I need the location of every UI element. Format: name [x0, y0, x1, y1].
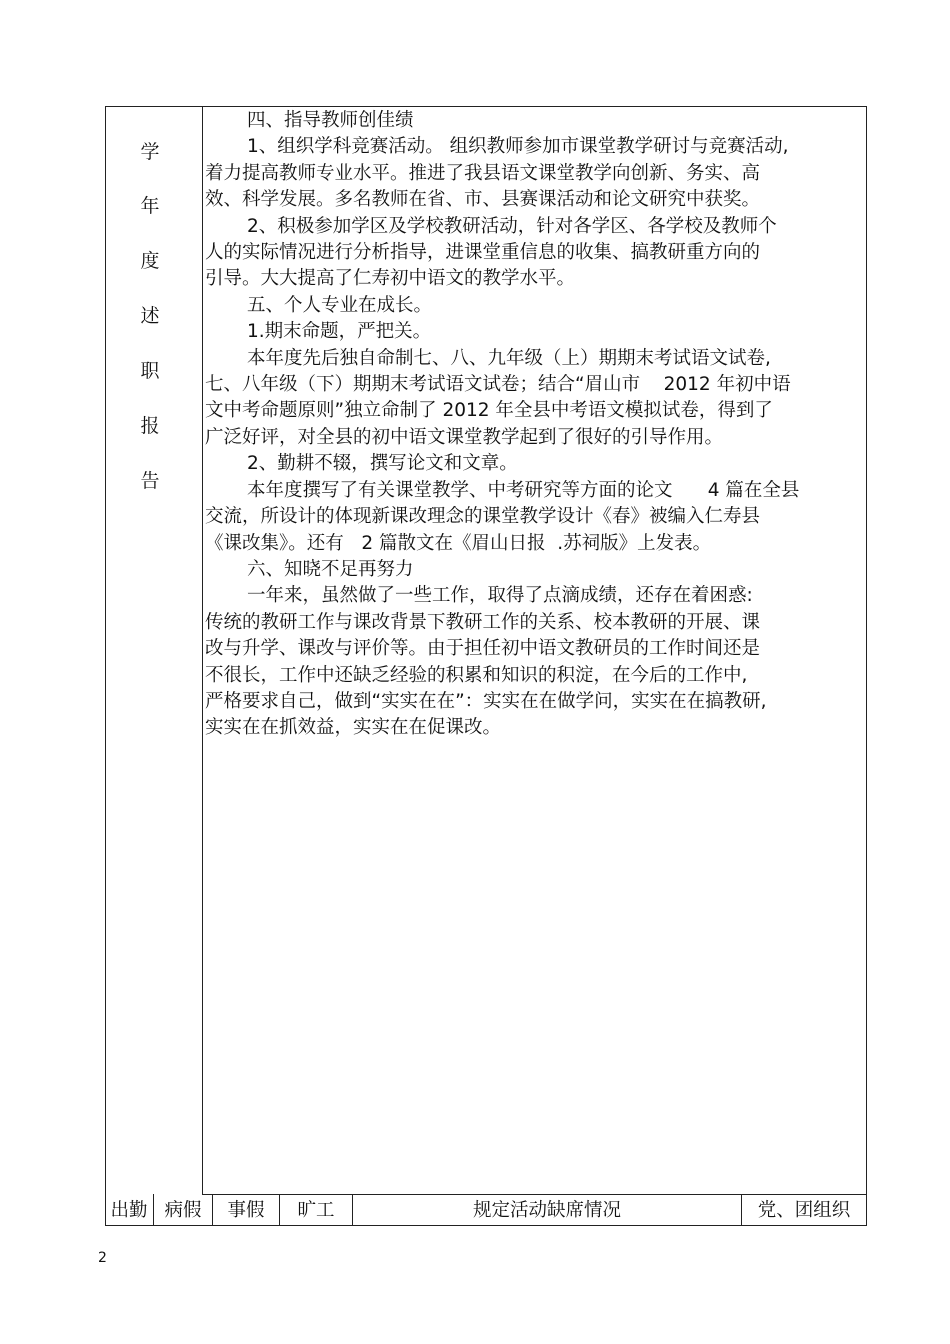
report-line: 一年来，虽然做了一些工作，取得了点滴成绩，还存在着困惑: [247, 585, 753, 607]
report-line: 不很长，工作中还缺乏经验的积累和知识的积淀，在今后的工作中, [205, 664, 748, 686]
report-line: 1.期末命题，严把关。 [247, 321, 432, 343]
report-line: 2、勤耕不辍，撰写论文和文章。 [247, 453, 518, 475]
report-line: 七、八年级（下）期期末考试语文试卷；结合“眉山市 2012 年初中语 [205, 374, 791, 396]
report-line: 本年度先后独自命制七、八、九年级（上）期期末考试语文试卷, [247, 347, 771, 369]
report-line: 改与升学、课改与评价等。由于担任初中语文教研员的工作时间还是 [205, 638, 761, 660]
footer-cell-sick-leave: 病假 [164, 1200, 202, 1221]
page-number: 2 [98, 1250, 107, 1266]
label-column-divider [202, 106, 203, 1194]
report-line: 严格要求自己，做到“实实在在”：实实在在做学问，实实在在搞教研, [205, 690, 767, 712]
report-line: 实实在在抓效益，实实在在促课改。 [205, 717, 502, 739]
footer-cell-activity-absence: 规定活动缺席情况 [472, 1200, 621, 1221]
report-line: 四、指导教师创佳绩 [247, 110, 414, 131]
footer-cell-absence: 旷工 [297, 1200, 335, 1221]
report-line: 2、积极参加学区及学校教研活动，针对各学区、各学校及教师个 [247, 215, 777, 237]
side-label-char: 告 [140, 470, 160, 492]
report-line: 着力提高教师专业水平。推进了我县语文课堂教学向创新、务实、高 [205, 162, 761, 184]
footer-cell-personal-leave: 事假 [227, 1200, 265, 1221]
footer-cell-attendance: 出勤 [110, 1200, 148, 1221]
footer-cell-party-org: 党、团组织 [757, 1200, 851, 1221]
content-bottom-rule [202, 1194, 867, 1195]
report-line: 五、个人专业在成长。 [247, 294, 433, 316]
report-line: 六、知晓不足再努力 [247, 558, 414, 580]
report-line: 人的实际情况进行分析指导，进课堂重信息的收集、搞教研重方向的 [205, 242, 761, 264]
report-line: 广泛好评，对全县的初中语文课堂教学起到了很好的引导作用。 [205, 426, 724, 448]
report-line: 《课改集》。还有 2 篇散文在《眉山日报 .苏祠版》上发表。 [205, 532, 712, 554]
side-label-char: 述 [140, 305, 160, 327]
side-label-char: 年 [140, 195, 160, 217]
report-line: 交流，所设计的体现新课改理念的课堂教学设计《春》被编入仁寿县 [205, 506, 761, 528]
report-line: 传统的教研工作与课改背景下教研工作的关系、校本教研的开展、课 [205, 611, 761, 633]
report-line: 引导。大大提高了仁寿初中语文的教学水平。 [205, 268, 576, 290]
report-line: 本年度撰写了有关课堂教学、中考研究等方面的论文 4 篇在全县 [247, 479, 800, 501]
report-line: 文中考命题原则”独立命制了 2012 年全县中考语文模拟试卷，得到了 [205, 400, 773, 422]
side-label-char: 学 [140, 141, 160, 163]
side-label-char: 报 [140, 415, 160, 437]
side-label-char: 度 [140, 250, 160, 272]
report-body [205, 108, 863, 742]
side-label-char: 职 [140, 360, 160, 382]
report-line: 效、科学发展。多名教师在省、市、县赛课活动和论文研究中获奖。 [205, 189, 761, 211]
report-line: 1、组织学科竞赛活动。 组织教师参加市课堂教学研讨与竞赛活动, [247, 136, 789, 158]
